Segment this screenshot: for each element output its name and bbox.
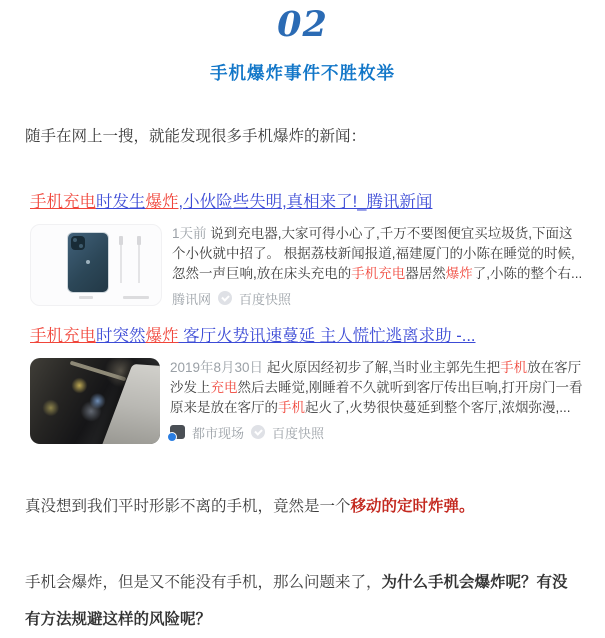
result-2-snapshot-link[interactable]: 百度快照 <box>272 425 325 441</box>
result-2-source-name: 都市现场 <box>192 425 245 441</box>
thumb-caption-placeholder <box>79 296 93 299</box>
charging-cable-image <box>138 238 140 283</box>
iphone-camera-module <box>71 236 85 250</box>
text-segment: 移动的定时炸弹。 <box>350 497 475 515</box>
search-results-block <box>30 191 585 444</box>
text-segment: 爆炸 <box>445 265 473 281</box>
text-segment: 器居然 <box>405 265 446 281</box>
text-segment: 手机会爆炸，但是又不能没有手机，那么问题来了， <box>25 573 382 591</box>
text-segment: 起火原因经初步了解,当时业主郭先生把 <box>266 359 501 375</box>
iphone-back-image <box>67 232 109 293</box>
section-number: 02 <box>277 4 328 45</box>
text-segment: 充电 <box>210 379 238 395</box>
result-2-title-link[interactable] <box>30 325 585 348</box>
text-segment: 手机充电 <box>30 326 96 345</box>
text-segment: 手机充电 <box>30 192 96 211</box>
apple-logo-dot <box>86 260 90 264</box>
text-segment: 为什么手机会爆炸呢？有没有方法规避这样的风险呢？ <box>25 573 568 628</box>
closing-paragraph-2 <box>25 564 580 638</box>
result-2-source-line <box>170 423 585 442</box>
text-segment: 了,小陈的整个右... <box>472 265 583 281</box>
site-favicon-icon <box>170 425 185 439</box>
result-1-source-name: 腾讯网 <box>172 291 212 307</box>
section-title: 手机爆炸事件不胜枚举 <box>210 62 395 83</box>
text-segment: 手机充电 <box>351 265 406 281</box>
result-2-snippet <box>170 358 585 418</box>
text-segment: 客厅火势讯速蔓延 主人慌忙逃离求助 -... <box>178 326 476 345</box>
text-segment: 爆炸 <box>145 326 179 345</box>
text-segment: 时突然 <box>96 326 146 345</box>
result-1-snippet <box>172 224 585 284</box>
result-1-source-line <box>172 289 585 308</box>
thumb-caption-placeholder <box>123 296 149 299</box>
baidu-snapshot-icon <box>218 291 232 305</box>
result-1-title-link[interactable] <box>30 191 585 214</box>
text-segment: 手机 <box>500 359 528 375</box>
text-segment: 起火了,火势很快蔓延到整个客厅,浓烟弥漫,... <box>305 399 571 415</box>
intro-paragraph: 随手在网上一搜，就能发现很多手机爆炸的新闻： <box>25 127 367 145</box>
result-1-thumbnail-iphone-photo[interactable] <box>30 224 162 306</box>
text-segment: 然后去睡觉,刚睡着不久就听到客厅传出巨响,打开房门一看原来是放在客厅的 <box>170 379 583 415</box>
text-segment: 爆炸 <box>145 192 179 211</box>
baidu-snapshot-icon <box>251 425 265 439</box>
search-result-2 <box>30 325 585 444</box>
text-segment: 放在客厅沙发上 <box>170 359 582 395</box>
text-segment: ,小伙险些失明,真相来了!_腾讯新闻 <box>178 192 433 211</box>
text-segment: 手机 <box>278 399 305 415</box>
closing-paragraph-1 <box>25 496 580 518</box>
result-2-thumbnail-fire-photo[interactable] <box>30 358 160 444</box>
text-segment: 说到充电器,大家可得小心了,千万不要图便宜买垃圾货,下面这个小伙就中招了。 根据荔枝新闻报道,福建厦门的小陈在睡觉的时候,忽然一声巨响,放在床头充电的 <box>172 225 575 281</box>
search-result-1 <box>30 191 585 308</box>
text-segment: 1天前 <box>172 225 211 241</box>
text-segment: 时发生 <box>96 192 146 211</box>
text-segment: 真没想到我们平时形影不离的手机，竟然是一个 <box>25 497 351 515</box>
result-1-snapshot-link[interactable]: 百度快照 <box>239 291 292 307</box>
text-segment: 2019年8月30日 <box>170 359 267 375</box>
burned-debris-image <box>70 360 127 381</box>
charging-cable-image <box>120 238 122 283</box>
